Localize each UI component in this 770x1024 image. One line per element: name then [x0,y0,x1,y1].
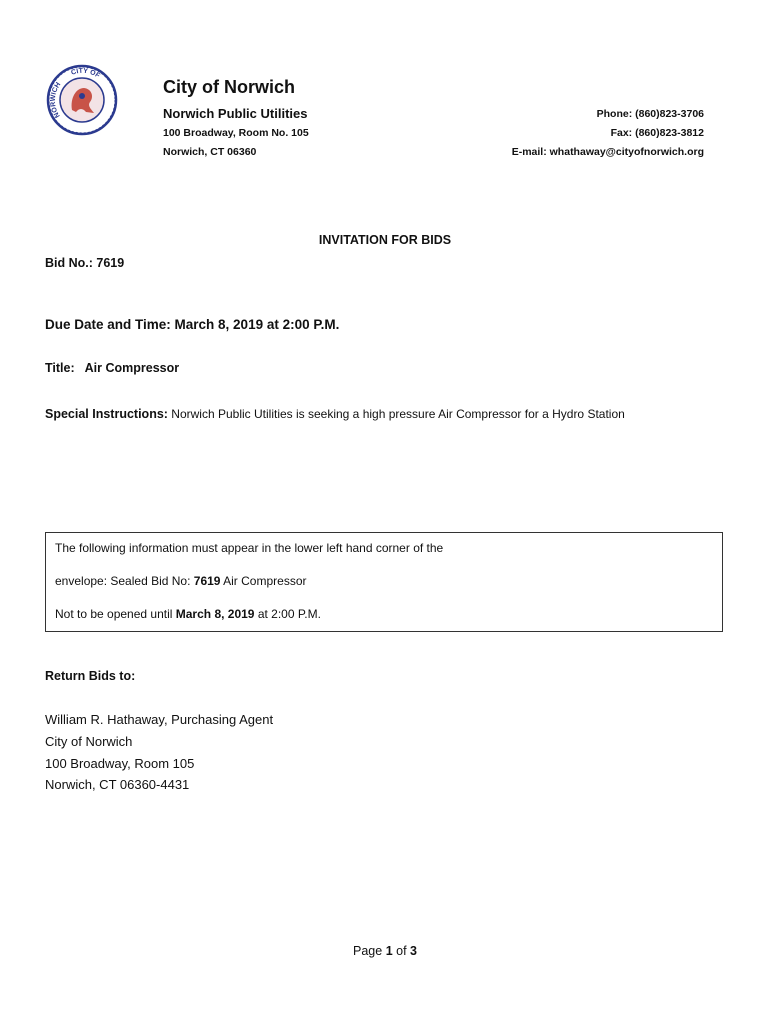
page-total: 3 [410,944,417,958]
page-of: of [392,944,411,958]
page-prefix: Page [353,944,386,958]
phone-number: Phone: (860)823-3706 [596,108,704,120]
return-address-line: 100 Broadway, Room 105 [45,756,195,771]
email-address: E-mail: whathaway@cityofnorwich.org [511,146,704,158]
svg-text:NORWICH: NORWICH [49,81,63,119]
envelope-line-1: The following information must appear in the lower left hand corner of the [55,541,444,555]
bid-title-value: Air Compressor [84,361,180,375]
svg-text:CITY OF: CITY OF [70,67,101,80]
due-date-time: Due Date and Time: March 8, 2019 at 2:00 P.M. [45,317,340,332]
special-instructions [45,407,625,421]
return-address-line: Norwich, CT 06360-4431 [45,777,190,792]
envelope-line-2-prefix: envelope: Sealed Bid No: [55,574,194,588]
return-address-line: City of Norwich [45,734,133,749]
page-current: 1 [385,944,393,958]
envelope-line-2 [55,574,307,588]
special-instructions-label: Special Instructions: [45,407,168,421]
bid-number: Bid No.: 7619 [45,256,125,270]
fax-number: Fax: (860)823-3812 [610,127,704,139]
return-bids-label: Return Bids to: [45,669,136,683]
document-heading: INVITATION FOR BIDS [318,233,452,247]
page-number [0,944,770,958]
envelope-bid-number: 7619 [193,574,221,588]
envelope-open-date: March 8, 2019 [175,607,255,621]
bid-title-label: Title: [45,361,75,375]
bid-title [45,361,179,375]
city-seal-logo [46,64,118,136]
envelope-line-3-prefix: Not to be opened until [55,607,176,621]
return-address-line: William R. Hathaway, Purchasing Agent [45,712,274,727]
address-line-1: 100 Broadway, Room No. 105 [163,127,309,139]
envelope-instructions-box [45,532,723,632]
special-instructions-text: Norwich Public Utilities is seeking a high pressure Air Compressor for a Hydro Station [167,407,625,421]
org-name: City of Norwich [163,77,296,97]
envelope-line-3-suffix: at 2:00 P.M. [254,607,321,621]
address-line-2: Norwich, CT 06360 [163,146,257,158]
department-name: Norwich Public Utilities [163,106,308,121]
envelope-line-3 [55,607,321,621]
envelope-line-2-suffix: Air Compressor [220,574,307,588]
